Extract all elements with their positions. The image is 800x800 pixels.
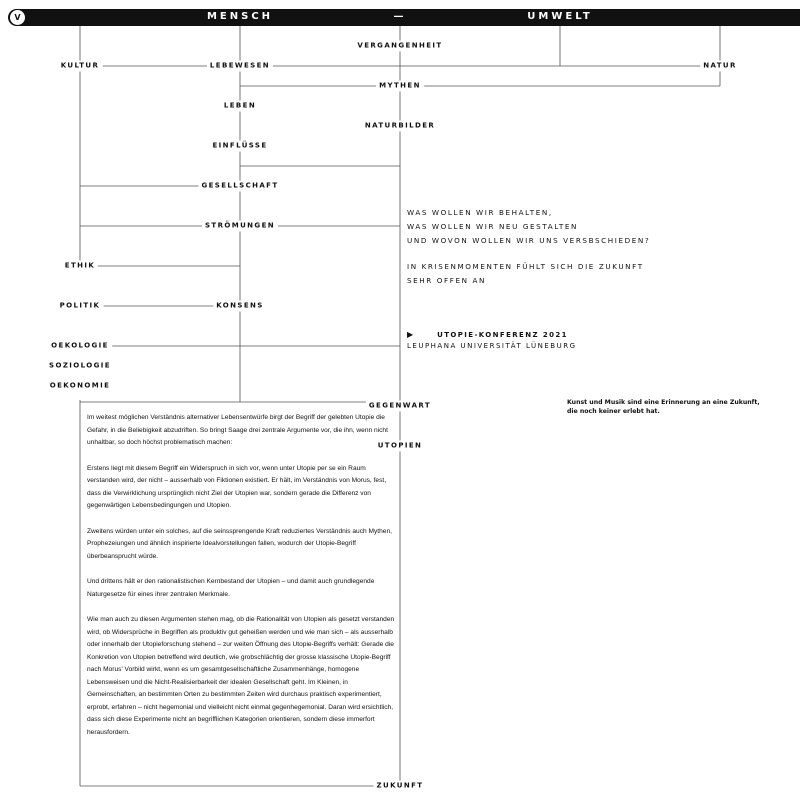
conference-place: LEUPHANA UNIVERSITÄT LÜNEBURG: [407, 342, 577, 350]
node-ethik: ETHIK: [62, 261, 98, 272]
node-mythen: MYTHEN: [376, 81, 424, 92]
node-gesellschaft: GESELLSCHAFT: [198, 181, 281, 192]
question-line-5: SEHR OFFEN AN: [407, 276, 487, 285]
node-naturbilder: NATURBILDER: [362, 121, 438, 132]
essay-paragraph-1: Im weitest möglichen Verständnis alternativer Lebensentwürfe birgt der Begriff der gelebten Utopie die Gefahr, in die Beliebigkeit abzudriften. So bringt Saage drei zentrale Argumente vor, die ihn, wenn nicht unhaltbar, so doch höchst problematisch machen:: [87, 414, 388, 446]
essay-paragraph-4: Und drittens hält er den rationalistischen Kernbestand der Utopien – und damit auch grundlegende Naturgesetze für eines ihrer zentralen Merkmale.: [87, 578, 375, 598]
quote-text: Kunst und Musik sind eine Erinnerung an eine Zukunft, die noch keiner erlebt hat.: [567, 399, 760, 415]
play-icon[interactable]: ▶: [407, 330, 414, 339]
node-lebewesen: LEBEWESEN: [207, 61, 273, 72]
essay-paragraph-5: Wie man auch zu diesen Argumenten stehen mag, ob die Rationalität von Utopien als gesetzt verstanden wird, ob Widersprüche in Begriffen als produktiv gut geheißen werden und wie man sich – als ausserhalb oder innerhalb der Utopieforschung stehend – zur weiten Öffnung des Utopie-Begriffs verhält: Gerade die Konkretion von Utopien betreffend wird deutlich, wie grobschlächtig der grosse klassische Utopie-Begriff nach Morus' Vorbild wirkt, wenn es um gesamtgesellschaftliche Zusammenhänge, homogene Lebensweisen und die Nicht-Realisierbarkeit der idealen Gesellschaft geht. Im Kleinen, in Gemeinschaften, an bestimmten Orten zu bestimmten Zeiten wird durchaus praktisch experimentiert, erprobt, erfahren – nicht hegemonial und vielleicht nicht einmal gegenhegemonial. Daran wird ersichtlich, dass sich diese Experimente nicht an begrifflichen Kategorien orientieren, sondern diese immerfort herausfordern.: [87, 616, 395, 736]
node-kultur: KULTUR: [58, 61, 103, 72]
header-mensch: MENSCH: [206, 11, 274, 22]
node-leben: LEBEN: [221, 101, 259, 112]
node-stroemungen: STRÖMUNGEN: [202, 221, 278, 232]
node-utopien: UTOPIEN: [375, 441, 426, 452]
question-line-3: UND WOVON WOLLEN WIR UNS VERSBSCHIEDEN?: [407, 236, 651, 245]
node-einfluesse: EINFLÜSSE: [209, 141, 270, 152]
header-dash: —: [393, 11, 407, 22]
node-soziologie: SOZIOLOGIE: [46, 361, 114, 372]
node-politik: POLITIK: [57, 301, 104, 312]
essay-body: [87, 412, 395, 752]
essay-paragraph-2: Erstens liegt mit diesem Begriff ein Widerspruch in sich vor, wenn unter Utopie per se ein Raum verstanden wird, der nicht – ausserhalb von Fiktionen existiert. Er hält, im Verständnis von Morus, fest, dass die Verwirklichung ursprünglich nicht Ziel der Utopien war, sondern gerade die Differenz von gegenwärtigen Lebensbedingungen und Utopien.: [87, 464, 387, 509]
question-line-4: IN KRISENMOMENTEN FÜHLT SICH DIE ZUKUNFT: [407, 262, 644, 271]
node-zukunft: ZUKUNFT: [374, 781, 427, 792]
node-oekonomie: OEKONOMIE: [47, 381, 114, 392]
node-gegenwart: GEGENWART: [366, 401, 434, 412]
node-natur: NATUR: [700, 61, 740, 72]
node-vergangenheit: VERGANGENHEIT: [354, 41, 445, 52]
essay-paragraph-3: Zweitens würden unter ein solches, auf die seinssprengende Kraft reduziertes Verständnis auch Mythen, Prophezeiungen und ähnlich inspirierte Idealvorstellungen fallen, wodurch der Utopie-Begriff überbeansprucht würde.: [87, 527, 392, 560]
question-line-2: WAS WOLLEN WIR NEU GESTALTEN: [407, 222, 578, 231]
node-oekologie: OEKOLOGIE: [48, 341, 112, 352]
v-badge: V: [10, 10, 25, 25]
conference-link[interactable]: [407, 326, 568, 341]
question-line-1: WAS WOLLEN WIR BEHALTEN,: [407, 208, 553, 217]
header-umwelt: UMWELT: [527, 11, 593, 22]
conference-title: UTOPIE-KONFERENZ 2021: [437, 331, 568, 339]
node-konsens: KONSENS: [213, 301, 266, 312]
